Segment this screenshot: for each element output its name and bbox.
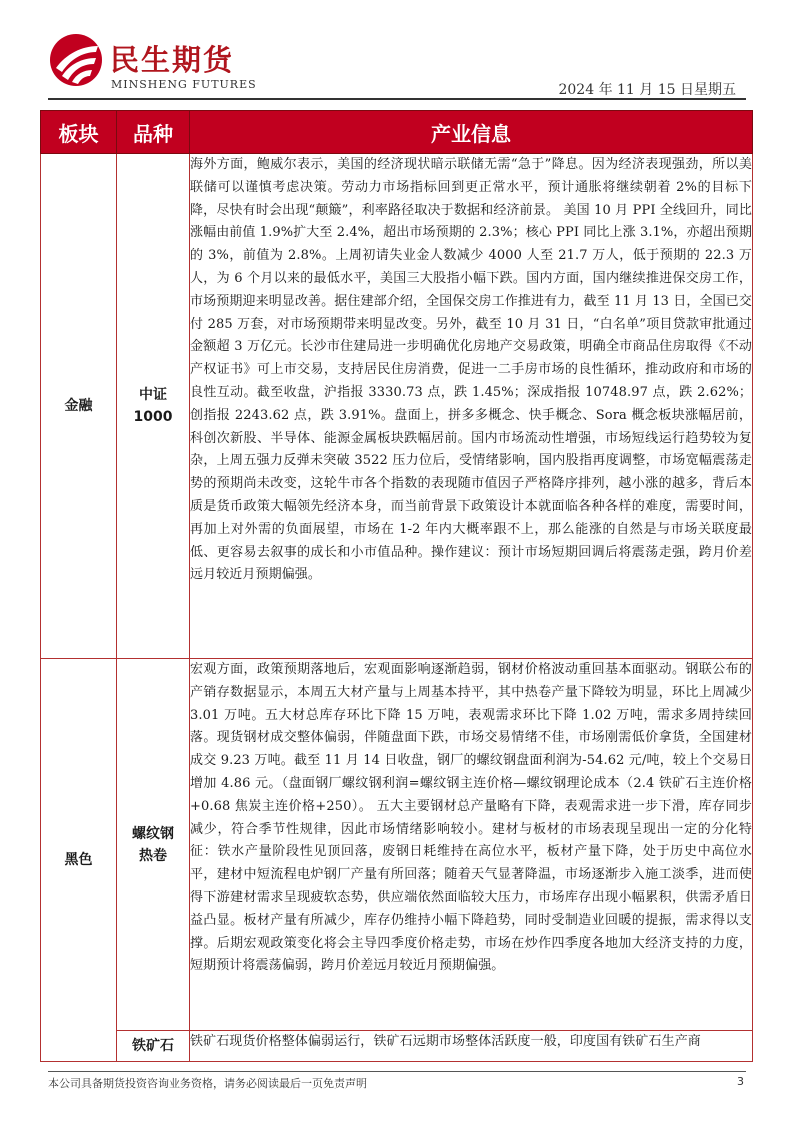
variety-label: 中证 (139, 387, 167, 403)
table-header-row (41, 111, 753, 154)
table-row (41, 659, 753, 1031)
sector-label: 金融 (64, 398, 93, 414)
header-variety: 品种 (117, 111, 190, 154)
page-number: 3 (737, 1075, 744, 1088)
table-row (41, 154, 753, 659)
header-divider (48, 98, 746, 100)
variety-cell (117, 154, 190, 659)
footer-divider (48, 1071, 746, 1072)
variety-label: 热卷 (139, 847, 167, 864)
sector-label: 黑色 (64, 852, 93, 868)
sector-cell (41, 659, 117, 1062)
footer-disclaimer: 本公司具备期货投资咨询业务资格，请务必阅读最后一页免责声明 (48, 1077, 367, 1090)
report-date: 2024 年 11 月 15 日星期五 (558, 82, 736, 98)
brand-name-en: MINSHENG FUTURES (111, 78, 257, 91)
variety-cell (117, 1031, 190, 1062)
page-header (48, 32, 746, 102)
minsheng-logo-icon (48, 32, 104, 88)
industry-info-text: 海外方面，鲍威尔表示，美国的经济现状暗示联储无需“急于”降息。因为经济表现强劲，所以美联储可以谨慎考虑决策。劳动力市场指标回到更正常水平，预计通胀将继续朝着 2%的目标下降，尽快有时会出现“颠簸”，利率路径取决于数据和经济前景。 美国 10 月 PPI 全线回升，同比涨幅由前值 1.9%扩大至 2.4%，超出市场预期的 2.3%；核心 PPI 同比上涨 3.1%，亦超出预期的 3%，前值为 2.8%。上周初请失业金人数减少 4000 人至 21.7 万人，低于预期的 22.3 万人，为 6 个月以来的最低水平，美国三大股指小幅下跌。国内方面，国内继续推进保交房工作，市场预期迎来明显改善。据住建部介绍，全国保交房工作推进有力，截至 11 月 13 日，全国已交付 285 万套，对市场预期带来明显改变。另外，截至 10 月 31 日，“白名单”项目贷款审批通过金额超 3 万亿元。长沙市住建局进一步明确优化房地产交易政策，明确全市商品住房取得《不动产权证书》可上市交易，支持居民住房消费，促进一二手房市场的良性循环，推动政府和市场的良性互动。截至收盘，沪指报 3330.73 点，跌 1.45%；深成指报 10748.97 点，跌 2.62%；创指报 2243.62 点，跌 3.91%。盘面上，拼多多概念、快手概念、Sora 概念板块涨幅居前，科创次新股、半导体、能源金属板块跌幅居前。国内市场流动性增强，市场短线运行趋势较为复杂，上周五强力反弹未突破 3522 压力位后，受情绪影响，国内股指再度调整，市场宽幅震荡走势的预期尚未改变，这轮牛市各个指数的表现随市值因子严格降序排列，越小涨的越多，背后本质是货币政策大幅领先经济本身，而当前背景下政策设计本就面临各种各样的难度，需要时间，再加上对外需的负面展望，市场在 1-2 年内大概率跟不上，那么能涨的自然是与市场关联度最低、更容易去叙事的成长和小市值品种。操作建议：预计市场短期回调后将震荡走强，跨月价差远月较近月预期偏强。 (190, 154, 753, 659)
variety-label: 1000 (133, 409, 173, 425)
variety-cell (117, 659, 190, 1031)
table-row (41, 1031, 753, 1062)
header-industry-info: 产业信息 (190, 111, 753, 154)
sector-cell (41, 154, 117, 659)
variety-label: 铁矿石 (132, 1038, 174, 1054)
header-sector: 板块 (41, 111, 117, 154)
variety-label: 螺纹钢 (132, 825, 174, 842)
industry-info-table (40, 110, 753, 1062)
industry-info-cell (190, 1031, 753, 1062)
industry-info-text: 铁矿石现货价格整体偏弱运行，铁矿石远期市场整体活跃度一般，印度国有铁矿石生产商 (190, 1034, 701, 1049)
brand-name-cn: 民生期货 (110, 43, 235, 77)
industry-info-text: 宏观方面，政策预期落地后，宏观面影响逐渐趋弱，钢材价格波动重回基本面驱动。钢联公布的产销存数据显示，本周五大材产量与上周基本持平，其中热卷产量下降较为明显，环比上周减少 3.01 万吨。五大材总库存环比下降 15 万吨，表观需求环比下降 1.02 万吨，需求多周持续回落。现货钢材成交整体偏弱，伴随盘面下跌，市场交易情绪不佳，市场刚需低价拿货，全国建材成交 9.23 万吨。截至 11 月 14 日收盘，钢厂的螺纹钢盘面利润为-54.62 元/吨，较上个交易日增加 4.86 元。（盘面钢厂螺纹钢利润=螺纹钢主连价格—螺纹钢理论成本（2.4 铁矿石主连价格+0.68 焦炭主连价格+250）。 五大主要钢材总产量略有下降，表观需求进一步下滑，库存同步减少，符合季节性规律，因此市场情绪影响较小。建材与板材的市场表现呈现出一定的分化特征：铁水产量阶段性见顶回落，废钢日耗维持在高位水平，板材产量下降，处于历史中高位水平，建材中短流程电炉钢厂产量有所回落；随着天气显著降温，市场逐渐步入施工淡季，进而使得下游建材需求呈现疲软态势，供应端依然面临较大压力，市场库存出现小幅累积，供需矛盾日益凸显。板材产量有所减少，库存仍维持小幅下降趋势，同时受制造业回暖的提振，需求得以支撑。后期宏观政策变化将会主导四季度价格走势，市场在炒作四季度各地加大经济支持的力度，短期预计将震荡偏弱，跨月价差远月较近月预期偏强。 (190, 659, 753, 1031)
